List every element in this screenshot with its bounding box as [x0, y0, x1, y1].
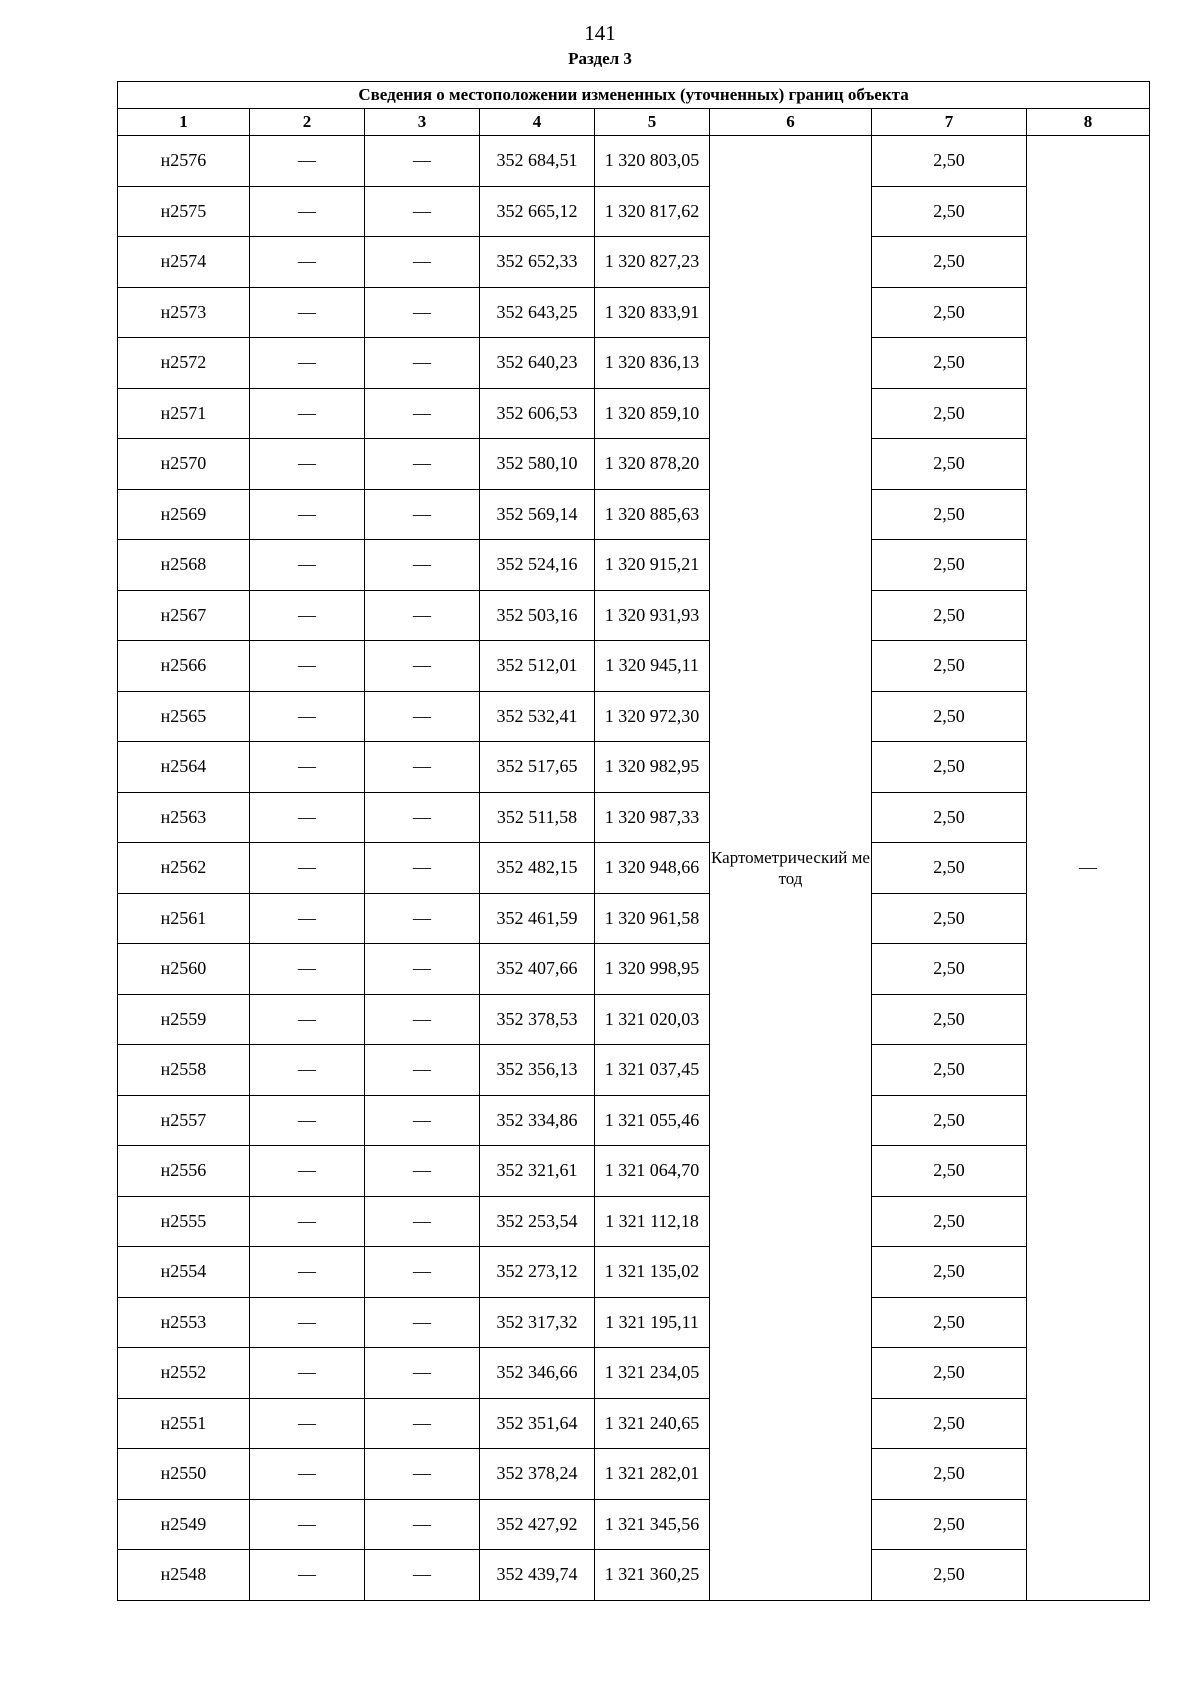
point-name-cell: н2553 — [118, 1297, 250, 1348]
point-name-cell: н2562 — [118, 843, 250, 894]
old-y-cell: — — [365, 641, 480, 692]
x-coordinate-cell: 352 351,64 — [480, 1398, 595, 1449]
point-name-cell: н2569 — [118, 489, 250, 540]
x-coordinate-cell: 352 427,92 — [480, 1499, 595, 1550]
old-y-cell: — — [365, 590, 480, 641]
old-y-cell: — — [365, 843, 480, 894]
table-caption: Сведения о местоположении измененных (уточненных) границ объекта — [118, 82, 1150, 109]
point-name-cell: н2566 — [118, 641, 250, 692]
table-row — [118, 590, 1150, 641]
accuracy-cell: 2,50 — [872, 338, 1027, 389]
old-x-cell: — — [250, 994, 365, 1045]
table-row — [118, 1095, 1150, 1146]
x-coordinate-cell: 352 378,24 — [480, 1449, 595, 1500]
y-coordinate-cell: 1 320 972,30 — [595, 691, 710, 742]
table-row — [118, 1146, 1150, 1197]
y-coordinate-cell: 1 320 961,58 — [595, 893, 710, 944]
accuracy-cell: 2,50 — [872, 1146, 1027, 1197]
y-coordinate-cell: 1 320 987,33 — [595, 792, 710, 843]
accuracy-cell: 2,50 — [872, 136, 1027, 187]
old-x-cell: — — [250, 1146, 365, 1197]
table-row — [118, 893, 1150, 944]
column-number-8: 8 — [1027, 109, 1150, 136]
y-coordinate-cell: 1 321 234,05 — [595, 1348, 710, 1399]
accuracy-cell: 2,50 — [872, 994, 1027, 1045]
old-x-cell: — — [250, 1348, 365, 1399]
point-name-cell: н2568 — [118, 540, 250, 591]
y-coordinate-cell: 1 321 020,03 — [595, 994, 710, 1045]
old-y-cell: — — [365, 1348, 480, 1399]
point-name-cell: н2559 — [118, 994, 250, 1045]
table-row — [118, 742, 1150, 793]
old-x-cell: — — [250, 1550, 365, 1601]
x-coordinate-cell: 352 524,16 — [480, 540, 595, 591]
old-x-cell: — — [250, 136, 365, 187]
accuracy-cell: 2,50 — [872, 388, 1027, 439]
table-row — [118, 1297, 1150, 1348]
old-x-cell: — — [250, 1449, 365, 1500]
table-row — [118, 287, 1150, 338]
y-coordinate-cell: 1 320 931,93 — [595, 590, 710, 641]
table-row — [118, 1348, 1150, 1399]
accuracy-cell: 2,50 — [872, 792, 1027, 843]
old-y-cell: — — [365, 1247, 480, 1298]
old-y-cell: — — [365, 742, 480, 793]
table-row — [118, 1550, 1150, 1601]
old-y-cell: — — [365, 1146, 480, 1197]
old-y-cell: — — [365, 237, 480, 288]
table-row — [118, 792, 1150, 843]
table-row — [118, 489, 1150, 540]
old-x-cell: — — [250, 338, 365, 389]
accuracy-cell: 2,50 — [872, 641, 1027, 692]
point-name-cell: н2555 — [118, 1196, 250, 1247]
old-x-cell: — — [250, 893, 365, 944]
x-coordinate-cell: 352 503,16 — [480, 590, 595, 641]
accuracy-cell: 2,50 — [872, 843, 1027, 894]
y-coordinate-cell: 1 321 240,65 — [595, 1398, 710, 1449]
old-x-cell: — — [250, 1247, 365, 1298]
table-row — [118, 641, 1150, 692]
old-y-cell: — — [365, 338, 480, 389]
point-name-cell: н2549 — [118, 1499, 250, 1550]
column-number-4: 4 — [480, 109, 595, 136]
x-coordinate-cell: 352 569,14 — [480, 489, 595, 540]
x-coordinate-cell: 352 253,54 — [480, 1196, 595, 1247]
point-name-cell: н2563 — [118, 792, 250, 843]
old-x-cell: — — [250, 590, 365, 641]
accuracy-cell: 2,50 — [872, 1095, 1027, 1146]
old-x-cell: — — [250, 540, 365, 591]
column-number-1: 1 — [118, 109, 250, 136]
accuracy-cell: 2,50 — [872, 893, 1027, 944]
y-coordinate-cell: 1 320 827,23 — [595, 237, 710, 288]
old-y-cell: — — [365, 792, 480, 843]
accuracy-cell: 2,50 — [872, 1348, 1027, 1399]
accuracy-cell: 2,50 — [872, 1196, 1027, 1247]
old-y-cell: — — [365, 1095, 480, 1146]
y-coordinate-cell: 1 320 948,66 — [595, 843, 710, 894]
y-coordinate-cell: 1 320 878,20 — [595, 439, 710, 490]
y-coordinate-cell: 1 321 345,56 — [595, 1499, 710, 1550]
old-x-cell: — — [250, 792, 365, 843]
note-cell: — — [1027, 136, 1150, 1601]
y-coordinate-cell: 1 321 055,46 — [595, 1095, 710, 1146]
table-row — [118, 691, 1150, 742]
accuracy-cell: 2,50 — [872, 1297, 1027, 1348]
accuracy-cell: 2,50 — [872, 944, 1027, 995]
table-row — [118, 388, 1150, 439]
point-name-cell: н2561 — [118, 893, 250, 944]
old-x-cell: — — [250, 944, 365, 995]
accuracy-cell: 2,50 — [872, 489, 1027, 540]
y-coordinate-cell: 1 321 135,02 — [595, 1247, 710, 1298]
old-y-cell: — — [365, 1297, 480, 1348]
old-y-cell: — — [365, 1550, 480, 1601]
table-row — [118, 1499, 1150, 1550]
x-coordinate-cell: 352 517,65 — [480, 742, 595, 793]
x-coordinate-cell: 352 439,74 — [480, 1550, 595, 1601]
table-row — [118, 338, 1150, 389]
method-cell: Картометрический метод — [710, 136, 872, 1601]
x-coordinate-cell: 352 580,10 — [480, 439, 595, 490]
point-name-cell: н2574 — [118, 237, 250, 288]
old-y-cell: — — [365, 691, 480, 742]
old-x-cell: — — [250, 1499, 365, 1550]
point-name-cell: н2576 — [118, 136, 250, 187]
old-x-cell: — — [250, 1045, 365, 1096]
point-name-cell: н2572 — [118, 338, 250, 389]
x-coordinate-cell: 352 317,32 — [480, 1297, 595, 1348]
old-y-cell: — — [365, 944, 480, 995]
point-name-cell: н2567 — [118, 590, 250, 641]
old-x-cell: — — [250, 439, 365, 490]
point-name-cell: н2571 — [118, 388, 250, 439]
point-name-cell: н2550 — [118, 1449, 250, 1500]
y-coordinate-cell: 1 320 885,63 — [595, 489, 710, 540]
point-name-cell: н2565 — [118, 691, 250, 742]
column-number-5: 5 — [595, 109, 710, 136]
column-number-7: 7 — [872, 109, 1027, 136]
table-row — [118, 1449, 1150, 1500]
accuracy-cell: 2,50 — [872, 540, 1027, 591]
section-title: Раздел 3 — [568, 49, 632, 68]
page-number: 141 — [584, 21, 616, 45]
accuracy-cell: 2,50 — [872, 1499, 1027, 1550]
column-number-6: 6 — [710, 109, 872, 136]
old-y-cell: — — [365, 893, 480, 944]
accuracy-cell: 2,50 — [872, 237, 1027, 288]
old-x-cell: — — [250, 843, 365, 894]
x-coordinate-cell: 352 482,15 — [480, 843, 595, 894]
y-coordinate-cell: 1 320 836,13 — [595, 338, 710, 389]
old-x-cell: — — [250, 691, 365, 742]
old-x-cell: — — [250, 237, 365, 288]
x-coordinate-cell: 352 346,66 — [480, 1348, 595, 1399]
table-row — [118, 439, 1150, 490]
y-coordinate-cell: 1 321 037,45 — [595, 1045, 710, 1096]
table-row — [118, 994, 1150, 1045]
y-coordinate-cell: 1 320 982,95 — [595, 742, 710, 793]
old-y-cell: — — [365, 1398, 480, 1449]
point-name-cell: н2575 — [118, 186, 250, 237]
y-coordinate-cell: 1 320 998,95 — [595, 944, 710, 995]
old-y-cell: — — [365, 489, 480, 540]
table-row — [118, 1196, 1150, 1247]
accuracy-cell: 2,50 — [872, 287, 1027, 338]
old-x-cell: — — [250, 388, 365, 439]
point-name-cell: н2557 — [118, 1095, 250, 1146]
point-name-cell: н2558 — [118, 1045, 250, 1096]
accuracy-cell: 2,50 — [872, 439, 1027, 490]
point-name-cell: н2573 — [118, 287, 250, 338]
table-row — [118, 136, 1150, 187]
point-name-cell: н2570 — [118, 439, 250, 490]
x-coordinate-cell: 352 643,25 — [480, 287, 595, 338]
column-number-2: 2 — [250, 109, 365, 136]
y-coordinate-cell: 1 321 195,11 — [595, 1297, 710, 1348]
point-name-cell: н2551 — [118, 1398, 250, 1449]
x-coordinate-cell: 352 684,51 — [480, 136, 595, 187]
old-y-cell: — — [365, 186, 480, 237]
x-coordinate-cell: 352 461,59 — [480, 893, 595, 944]
accuracy-cell: 2,50 — [872, 1550, 1027, 1601]
table-row — [118, 944, 1150, 995]
point-name-cell: н2548 — [118, 1550, 250, 1601]
old-y-cell: — — [365, 287, 480, 338]
accuracy-cell: 2,50 — [872, 1398, 1027, 1449]
x-coordinate-cell: 352 640,23 — [480, 338, 595, 389]
x-coordinate-cell: 352 356,13 — [480, 1045, 595, 1096]
old-x-cell: — — [250, 186, 365, 237]
old-y-cell: — — [365, 1449, 480, 1500]
accuracy-cell: 2,50 — [872, 691, 1027, 742]
point-name-cell: н2560 — [118, 944, 250, 995]
y-coordinate-cell: 1 320 915,21 — [595, 540, 710, 591]
column-number-3: 3 — [365, 109, 480, 136]
table-row — [118, 1398, 1150, 1449]
point-name-cell: н2552 — [118, 1348, 250, 1399]
y-coordinate-cell: 1 320 817,62 — [595, 186, 710, 237]
accuracy-cell: 2,50 — [872, 590, 1027, 641]
y-coordinate-cell: 1 320 803,05 — [595, 136, 710, 187]
x-coordinate-cell: 352 407,66 — [480, 944, 595, 995]
y-coordinate-cell: 1 321 064,70 — [595, 1146, 710, 1197]
accuracy-cell: 2,50 — [872, 186, 1027, 237]
old-x-cell: — — [250, 1196, 365, 1247]
old-x-cell: — — [250, 1095, 365, 1146]
table-row — [118, 186, 1150, 237]
x-coordinate-cell: 352 665,12 — [480, 186, 595, 237]
point-name-cell: н2564 — [118, 742, 250, 793]
old-y-cell: — — [365, 1196, 480, 1247]
old-x-cell: — — [250, 489, 365, 540]
table-body — [118, 136, 1150, 1601]
point-name-cell: н2554 — [118, 1247, 250, 1298]
table-row — [118, 843, 1150, 894]
old-y-cell: — — [365, 1045, 480, 1096]
old-x-cell: — — [250, 287, 365, 338]
x-coordinate-cell: 352 511,58 — [480, 792, 595, 843]
accuracy-cell: 2,50 — [872, 1449, 1027, 1500]
table-row — [118, 237, 1150, 288]
old-y-cell: — — [365, 388, 480, 439]
x-coordinate-cell: 352 378,53 — [480, 994, 595, 1045]
boundary-coordinates-table — [117, 81, 1150, 1601]
accuracy-cell: 2,50 — [872, 1045, 1027, 1096]
old-x-cell: — — [250, 1398, 365, 1449]
y-coordinate-cell: 1 321 360,25 — [595, 1550, 710, 1601]
old-y-cell: — — [365, 540, 480, 591]
y-coordinate-cell: 1 321 282,01 — [595, 1449, 710, 1500]
x-coordinate-cell: 352 652,33 — [480, 237, 595, 288]
x-coordinate-cell: 352 273,12 — [480, 1247, 595, 1298]
accuracy-cell: 2,50 — [872, 1247, 1027, 1298]
old-x-cell: — — [250, 742, 365, 793]
x-coordinate-cell: 352 606,53 — [480, 388, 595, 439]
y-coordinate-cell: 1 320 945,11 — [595, 641, 710, 692]
y-coordinate-cell: 1 320 859,10 — [595, 388, 710, 439]
point-name-cell: н2556 — [118, 1146, 250, 1197]
y-coordinate-cell: 1 321 112,18 — [595, 1196, 710, 1247]
table-row — [118, 540, 1150, 591]
x-coordinate-cell: 352 532,41 — [480, 691, 595, 742]
old-x-cell: — — [250, 641, 365, 692]
x-coordinate-cell: 352 512,01 — [480, 641, 595, 692]
accuracy-cell: 2,50 — [872, 742, 1027, 793]
old-x-cell: — — [250, 1297, 365, 1348]
old-y-cell: — — [365, 439, 480, 490]
table-row — [118, 1247, 1150, 1298]
column-number-row — [118, 109, 1150, 136]
x-coordinate-cell: 352 334,86 — [480, 1095, 595, 1146]
old-y-cell: — — [365, 1499, 480, 1550]
y-coordinate-cell: 1 320 833,91 — [595, 287, 710, 338]
old-y-cell: — — [365, 994, 480, 1045]
old-y-cell: — — [365, 136, 480, 187]
x-coordinate-cell: 352 321,61 — [480, 1146, 595, 1197]
table-row — [118, 1045, 1150, 1096]
